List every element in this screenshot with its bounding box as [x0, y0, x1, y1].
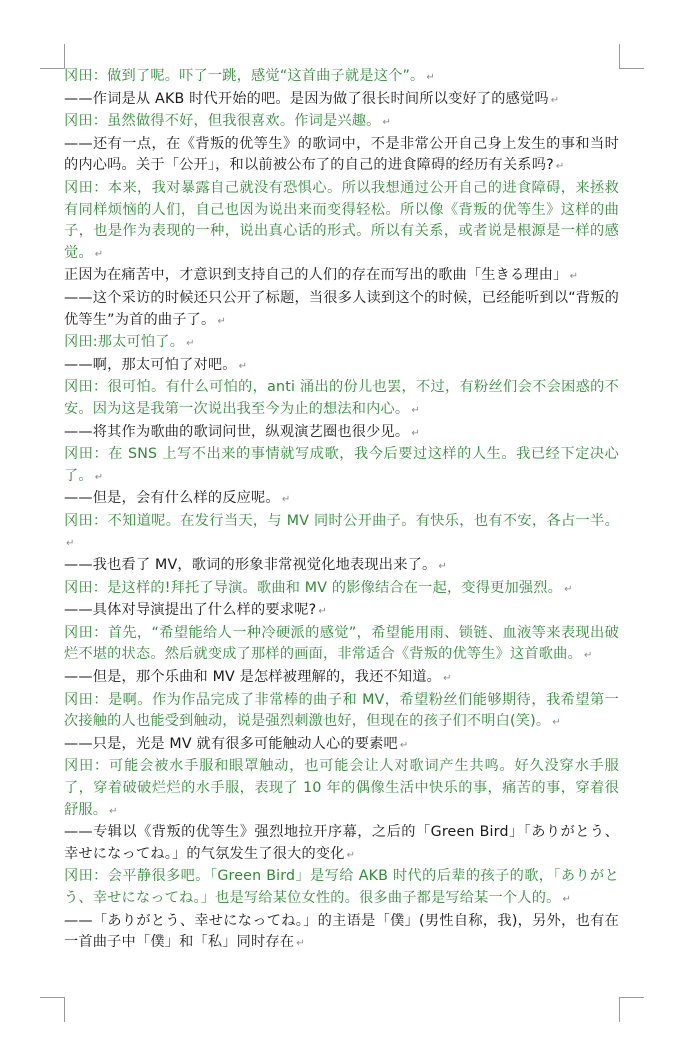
- page-corner-mark-top-right: [619, 44, 644, 69]
- paragraph-text: 冈田：在 SNS 上写不出来的事情就写成歌，我今后要过这样的人生。我已经下定决心了。: [64, 446, 619, 484]
- paragraph-mark-icon: ↵: [411, 404, 420, 416]
- paragraph-mark-icon: ↵: [562, 893, 572, 905]
- paragraph-mark-icon: ↵: [382, 117, 392, 129]
- paragraph-text: ——具体对导演提出了什么样的要求呢?: [64, 602, 317, 619]
- paragraph-mark-icon: ↵: [296, 938, 305, 950]
- page-corner-mark-bottom-left: [40, 997, 65, 1022]
- paragraph-mark-icon: ↵: [186, 338, 195, 350]
- interviewer-paragraph[interactable]: [64, 288, 619, 332]
- interviewee-paragraph[interactable]: [64, 178, 619, 265]
- paragraph-text: 冈田:那太可怕了。: [64, 334, 185, 351]
- paragraph-text: ——将其作为歌曲的歌词问世，纵观演艺圈也很少见。: [64, 423, 410, 440]
- paragraph-text: ——专辑以《背叛的优等生》强烈地拉开序幕，之后的「Green Bird」「ありがとう、幸せになってね。」的气氛发生了很大的变化: [64, 824, 619, 862]
- paragraph-mark-icon: ↵: [426, 72, 435, 83]
- paragraph-mark-icon: ↵: [399, 739, 409, 751]
- paragraph-mark-icon: ↵: [94, 471, 104, 483]
- paragraph-text: ——「ありがとう、幸せになってね。」的主语是「僕」(男性自称，我)，另外，也有在一首曲子中「僕」和「私」同时存在: [64, 912, 619, 951]
- paragraph-text: ——作词是从 AKB 时代开始的吧。是因为做了很长时间所以变好了的感觉吗: [64, 90, 549, 107]
- paragraph-text: 冈田：做到了呢。吓了一跳，感觉“这首曲子就是这个”。: [64, 68, 425, 84]
- page-corner-mark-top-left: [40, 44, 65, 69]
- interviewer-paragraph[interactable]: [64, 265, 619, 288]
- paragraph-text: 冈田：不知道呢。在发行当天，与 MV 同时公开曲子。有快乐，也有不安，各占一半。: [64, 512, 619, 529]
- page-corner-mark-bottom-right: [619, 997, 644, 1022]
- interviewer-paragraph[interactable]: [64, 89, 619, 112]
- paragraph-mark-icon: ↵: [552, 717, 561, 729]
- paragraph-mark-icon: ↵: [550, 94, 560, 106]
- paragraph-mark-icon: ↵: [318, 606, 327, 618]
- interviewee-paragraph[interactable]: [64, 444, 619, 488]
- interviewee-paragraph[interactable]: [64, 377, 619, 421]
- interviewee-paragraph[interactable]: [64, 66, 619, 89]
- paragraph-text: 冈田：虽然做得不好，但我很喜欢。作词是兴趣。: [64, 113, 381, 130]
- interviewer-paragraph[interactable]: [64, 667, 619, 690]
- paragraph-mark-icon: ↵: [555, 161, 565, 173]
- paragraph-text: 冈田：本来，我对暴露自己就没有恐惧心。所以我想通过公开自己的进食障碍，来拯救有同样烦恼的人们，自己也因为说出来而变得轻松。所以像《背叛的优等生》这样的曲子，也是作为表现的一种，说出真心话的形式。所以有关系，或者说是根源是一样的感觉。: [64, 179, 619, 261]
- interviewee-paragraph[interactable]: [64, 623, 619, 667]
- interviewee-paragraph[interactable]: [64, 756, 619, 822]
- paragraph-mark-icon: ↵: [443, 673, 452, 685]
- interviewee-paragraph[interactable]: [64, 578, 619, 601]
- paragraph-mark-icon: ↵: [281, 494, 291, 506]
- interviewee-paragraph[interactable]: [64, 511, 619, 555]
- paragraph-text: ——这个采访的时候还只公开了标题，当很多人读到这个的时候，已经能听到以“背叛的优等生”为首的曲子了。: [64, 289, 619, 328]
- paragraph-text: ——但是，那个乐曲和 MV 是怎样被理解的，我还不知道。: [64, 669, 442, 686]
- paragraph-mark-icon: ↵: [438, 561, 447, 573]
- paragraph-text: 冈田：很可怕。有什么可怕的，anti 涌出的份儿也罢，不过，有粉丝们会不会困惑的不安。因为这是我第一次说出我至今为止的想法和内心。: [64, 379, 619, 417]
- interviewer-paragraph[interactable]: [64, 134, 619, 178]
- interviewee-paragraph[interactable]: [64, 332, 619, 355]
- interviewer-paragraph[interactable]: [64, 355, 619, 378]
- paragraph-text: 冈田：首先，“希望能给人一种冷硬派的感觉”，希望能用雨、锁链、血液等来表现出破烂不堪的状态。然后就变成了那样的画面，非常适合《背叛的优等生》这首歌曲。: [64, 624, 619, 663]
- document-body[interactable]: [64, 66, 619, 955]
- interviewer-paragraph[interactable]: [64, 422, 619, 445]
- paragraph-text: ——啊，那太可怕了对吧。: [64, 356, 237, 373]
- paragraph-mark-icon: ↵: [411, 427, 420, 439]
- interviewer-paragraph[interactable]: [64, 600, 619, 623]
- interviewer-paragraph[interactable]: [64, 911, 619, 955]
- paragraph-text: ——但是，会有什么样的反应呢。: [64, 490, 280, 507]
- interviewer-paragraph[interactable]: [64, 734, 619, 757]
- paragraph-mark-icon: ↵: [94, 248, 104, 260]
- interviewer-paragraph[interactable]: [64, 488, 619, 511]
- paragraph-mark-icon: ↵: [564, 583, 573, 595]
- interviewer-paragraph[interactable]: [64, 822, 619, 866]
- paragraph-text: ——只是，光是 MV 就有很多可能触动人心的要素吧: [64, 735, 398, 752]
- interviewee-paragraph[interactable]: [64, 866, 619, 910]
- paragraph-mark-icon: ↵: [66, 538, 75, 550]
- interviewee-paragraph[interactable]: [64, 690, 619, 734]
- paragraph-text: 冈田：是这样的!拜托了导演。歌曲和 MV 的影像结合在一起，变得更加强烈。: [64, 579, 563, 596]
- paragraph-text: 冈田：是啊。作为作品完成了非常棒的曲子和 MV，希望粉丝们能够期待，我希望第一次接触的人也能受到触动，说是强烈刺激也好，但现在的孩子们不明白(笑)。: [64, 691, 619, 730]
- paragraph-text: 正因为在痛苦中，才意识到支持自己的人们的存在而写出的歌曲「生きる理由」: [64, 267, 568, 284]
- paragraph-text: 冈田：会平静很多吧。「Green Bird」是写给 AKB 时代的后辈的孩子的歌，「ありがとう、幸せになってね。」也是写给某位女性的。很多曲子都是写给某一个人的。: [64, 868, 619, 906]
- paragraph-text: ——还有一点，在《背叛的优等生》的歌词中，不是非常公开自己身上发生的事和当时的内心吗。关于「公开」，和以前被公布了的自己的进食障碍的经历有关系吗?: [64, 135, 619, 174]
- interviewer-paragraph[interactable]: [64, 555, 619, 578]
- paragraph-text: ——我也看了 MV，歌词的形象非常视觉化地表现出来了。: [64, 557, 437, 574]
- paragraph-mark-icon: ↵: [217, 315, 227, 327]
- paragraph-text: 冈田：可能会被水手服和眼罩触动，也可能会让人对歌词产生共鸣。好久没穿水手服了，穿着破破烂烂的水手服，表现了 10 年的偶像生活中快乐的事，痛苦的事，穿着很舒服。: [64, 758, 619, 818]
- paragraph-mark-icon: ↵: [583, 650, 593, 662]
- paragraph-mark-icon: ↵: [109, 805, 118, 817]
- interviewee-paragraph[interactable]: [64, 111, 619, 134]
- paragraph-mark-icon: ↵: [238, 360, 248, 372]
- paragraph-mark-icon: ↵: [569, 271, 579, 283]
- paragraph-mark-icon: ↵: [346, 849, 356, 861]
